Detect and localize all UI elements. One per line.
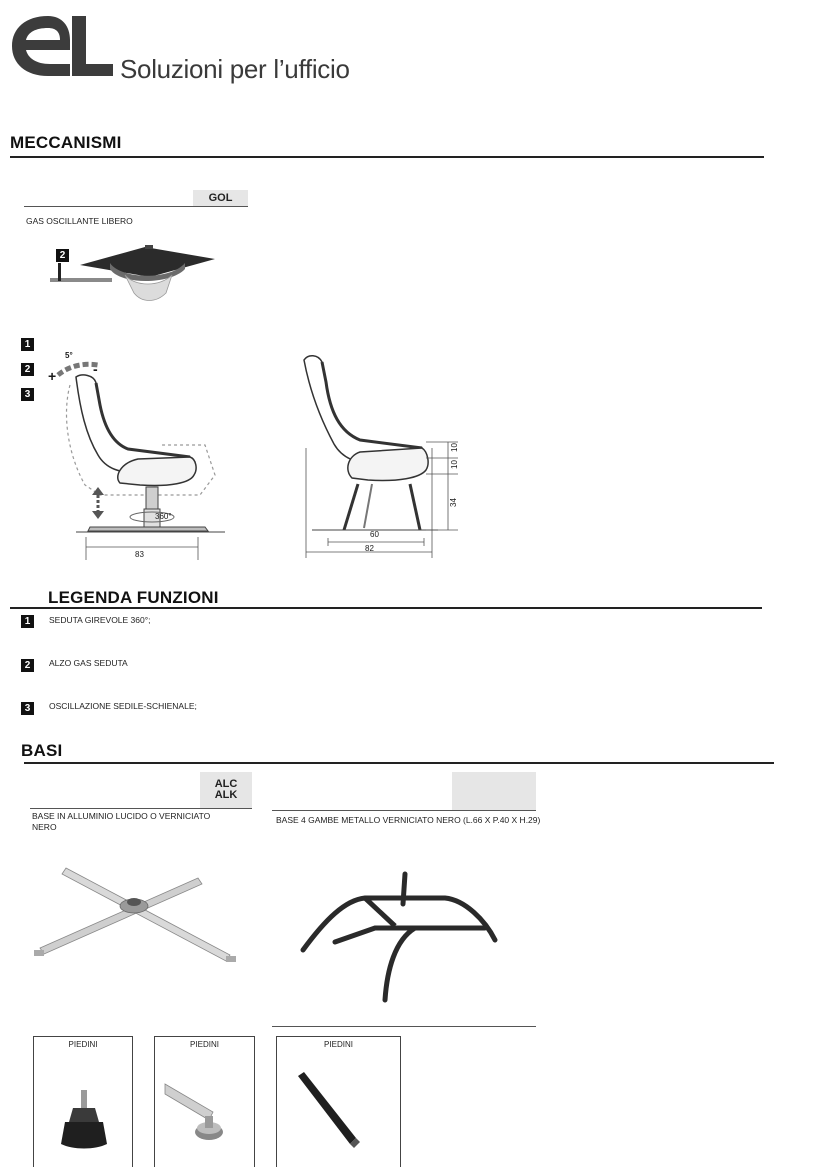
legenda-num-2: 2: [21, 659, 34, 672]
dim-10-mid: 10: [449, 460, 459, 469]
legenda-rule: [10, 607, 762, 609]
meccanismi-rule: [10, 156, 764, 158]
base1-code: [200, 772, 252, 808]
base2-rule: [272, 810, 536, 811]
dim-82: 82: [365, 544, 374, 553]
dim-left-width: 83: [135, 550, 144, 559]
base1-image: [30, 860, 240, 965]
meccanismi-title: MECCANISMI: [10, 133, 122, 152]
brand-logo: [10, 12, 115, 80]
basi-rule: [24, 762, 774, 764]
legenda-text-2: ALZO GAS SEDUTA: [49, 658, 128, 668]
dim-10-top: 10: [449, 443, 459, 452]
tilt-minus: -: [93, 361, 98, 377]
chair-side-diagram: [298, 352, 478, 562]
tilt-plus: +: [48, 368, 57, 384]
foot-label-1: PIEDINI: [68, 1040, 98, 1049]
mechanism-badge: 2: [56, 249, 69, 262]
mechanism-code: GOL: [193, 190, 248, 206]
foot-image-3: [292, 1072, 362, 1152]
foot-label-3: PIEDINI: [324, 1040, 353, 1049]
foot-image-1: [55, 1090, 115, 1150]
mechanism-image: [50, 245, 220, 305]
base1-code-line2: ALK: [214, 789, 238, 801]
base1-rule: [30, 808, 252, 809]
base1-description: BASE IN ALLUMINIO LUCIDO O VERNICIATO NERO: [32, 811, 211, 832]
base2-description: BASE 4 GAMBE METALLO VERNICIATO NERO: [276, 815, 461, 825]
rotation-label: 360°: [155, 512, 172, 521]
base2-dimensions: (L.66 X P.40 X H.29): [463, 815, 541, 825]
base2-bottom-rule: [272, 1026, 536, 1027]
legenda-num-1: 1: [21, 615, 34, 628]
mechanism-description: GAS OSCILLANTE LIBERO: [26, 216, 133, 226]
dim-34: 34: [448, 498, 458, 507]
base2-image: [295, 870, 505, 1010]
diagram-marker-2: 2: [21, 363, 34, 376]
dim-60: 60: [370, 530, 379, 539]
legenda-num-3: 3: [21, 702, 34, 715]
basi-title: BASI: [21, 741, 63, 760]
legenda-title: LEGENDA FUNZIONI: [48, 588, 219, 607]
tagline: Soluzioni per l’ufficio: [120, 54, 350, 84]
diagram-marker-1: 1: [21, 338, 34, 351]
tilt-angle: 5°: [65, 351, 73, 360]
base2-code: [452, 772, 536, 810]
foot-image-2: [165, 1076, 235, 1146]
chair-tilt-diagram: [40, 345, 240, 565]
base1-code-line1: ALC: [214, 778, 238, 790]
legenda-text-1: SEDUTA GIREVOLE 360°;: [49, 615, 151, 625]
diagram-marker-3: 3: [21, 388, 34, 401]
foot-label-2: PIEDINI: [190, 1040, 219, 1049]
mechanism-rule: [24, 206, 248, 207]
legenda-text-3: OSCILLAZIONE SEDILE-SCHIENALE;: [49, 701, 197, 711]
